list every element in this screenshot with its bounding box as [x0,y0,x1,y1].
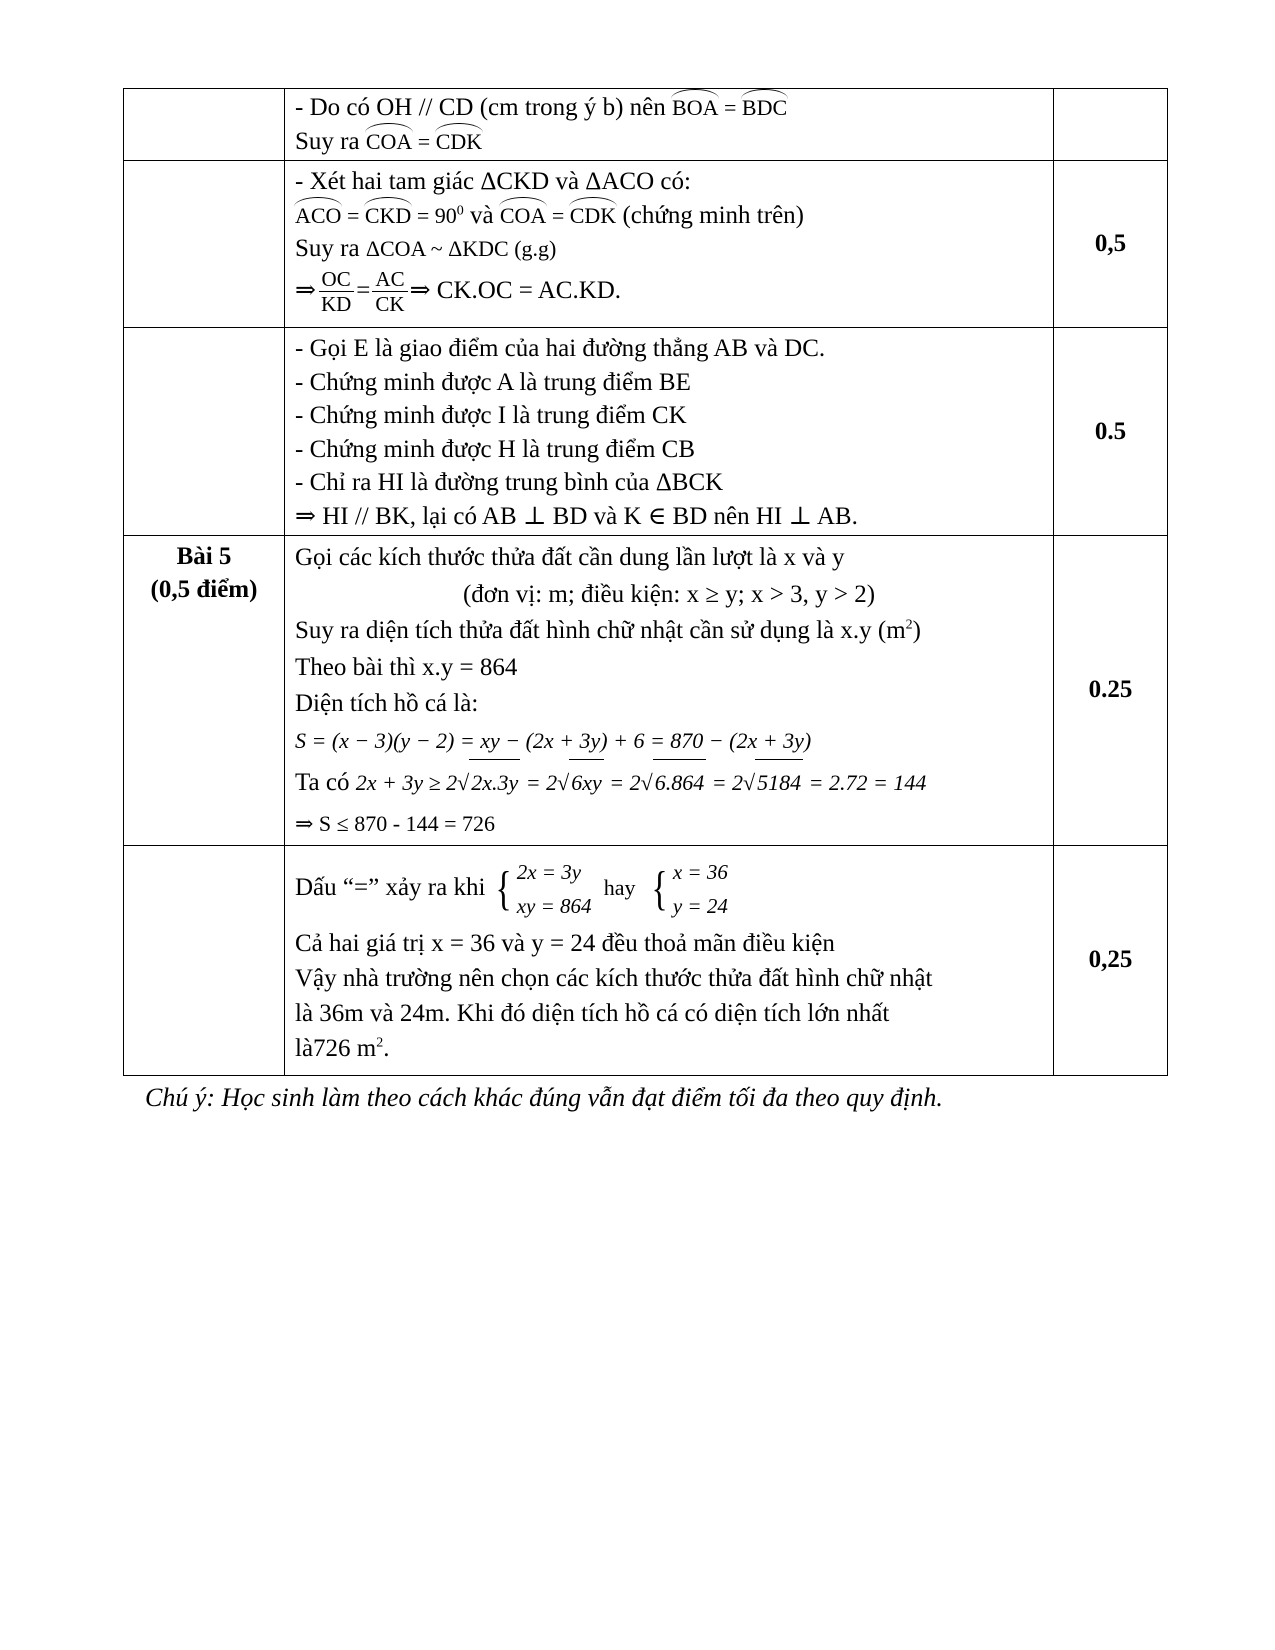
table-row [124,89,1168,161]
question-points: (0,5 điểm) [150,576,258,603]
content-cell [285,536,1054,846]
text-line: Gọi các kích thước thửa đất cần dung lần lượt là x và y [295,544,845,571]
angle-arc: COA [500,199,546,233]
formula-line: ⇒ S ≤ 870 - 144 = 726 [295,811,495,836]
score-value: 0.5 [1094,417,1127,445]
footnote: Chú ý: Học sinh làm theo cách khác đúng vẫn đạt điểm tối đa theo quy định. [145,1083,943,1112]
text-line: Diện tích hồ cá là: [295,690,479,717]
angle-arc: BDC [742,91,787,125]
sqrt: √6xy [557,759,604,806]
formula-line: S = (x − 3)(y − 2) = xy − (2x + 3y) + 6 = 870 − (2x + 3y) [295,727,812,753]
text-line: - Chứng minh được H là trung điểm CB [295,435,696,463]
table-row [124,536,1168,846]
text-line: - Chỉ ra HI là đường trung bình của ΔBCK [295,469,724,496]
score-value: 0.25 [1088,676,1133,704]
equation-system: { 2x = 3y xy = 864 [495,859,592,918]
text-line: là 36m và 24m. Khi đó diện tích hồ cá có diện tích lớn nhất [295,999,890,1027]
content-cell [285,845,1054,1075]
angle-arc: BOA [672,91,718,125]
score-cell [1054,328,1168,536]
angle-arc: CDK [570,199,616,233]
angle-arc: ACO [295,199,341,233]
label-cell [124,845,285,1075]
angle-arc: CDK [436,125,482,159]
text-line: Ta có 2x + 3y ≥ 2√2x.3y = 2√6xy = 2√6.864 = 2√5184 = 2.72 = 144 [295,759,1043,806]
text-line: ⇒ HI // BK, lại có AB ⊥ BD và K ∈ BD nên HI ⊥ AB. [295,502,858,530]
sqrt: √6.864 [641,759,707,806]
text-line: - Do có OH // CD (cm trong ý b) nên BOA = BDC [295,91,1043,125]
fraction: $\frac{AC}{CK}$ [372,267,407,316]
sqrt: √2x.3y [457,759,520,806]
text-line: - Chứng minh được A là trung điểm BE [295,368,691,396]
table-row [124,328,1168,536]
score-cell [1054,536,1168,846]
sqrt: √5184 [743,759,803,806]
text-line: Theo bài thì x.y = 864 [295,653,518,681]
text-line: ⇒ $\frac{OC}{KD}$ = $\frac{AC}{CK}$ ⇒ CK.OC = AC.KD. [295,267,622,317]
text-line: là726 $m^2$. [295,1034,390,1062]
score-cell [1054,161,1168,328]
content-cell [285,89,1054,161]
label-cell [124,89,285,161]
label-cell [124,161,285,328]
label-cell [124,328,285,536]
text-line: - Chứng minh được I là trung điểm CK [295,402,687,429]
score-cell [1054,89,1168,161]
score-value: 0,5 [1094,230,1127,257]
fraction: $\frac{OC}{KD}$ [318,267,354,316]
text-line: ACO = CKD = $90^0$ và COA = CDK (chứng minh trên) [295,199,1043,233]
angle-arc: COA [366,125,412,159]
question-label: Bài 5 [176,543,232,570]
answer-table [123,88,1168,1076]
text-line: Suy ra COA = CDK [295,125,1043,159]
content-cell [285,161,1054,328]
text-line: Vậy nhà trường nên chọn các kích thước thửa đất hình chữ nhật [295,964,933,992]
text-line: - Xét hai tam giác ΔCKD và ΔACO có: [295,168,691,195]
text-line: Cả hai giá trị x = 36 và y = 24 đều thoả mãn điều kiện [295,929,835,957]
table-row [124,161,1168,328]
text-line: Suy ra diện tích thửa đất hình chữ nhật cần sử dụng là x.y $(m^2)$ [295,617,921,644]
text-line: Dấu “=” xảy ra khi { 2x = 3y xy = 864 hay { x = 36 y = 24 [295,850,1043,926]
content-cell [285,328,1054,536]
score-value: 0,25 [1088,946,1133,973]
text-line: (đơn vị: m; điều kiện: x ≥ y; x > 3, y > 2) [462,580,876,608]
equation-system: { x = 36 y = 24 [651,859,728,918]
label-cell [124,536,285,846]
table-row [124,845,1168,1075]
angle-arc: CKD [365,199,411,233]
score-cell [1054,845,1168,1075]
text-line: Suy ra ΔCOA ~ ΔKDC (g.g) [295,235,557,262]
text-line: - Gọi E là giao điểm của hai đường thẳng AB và DC. [295,335,826,362]
